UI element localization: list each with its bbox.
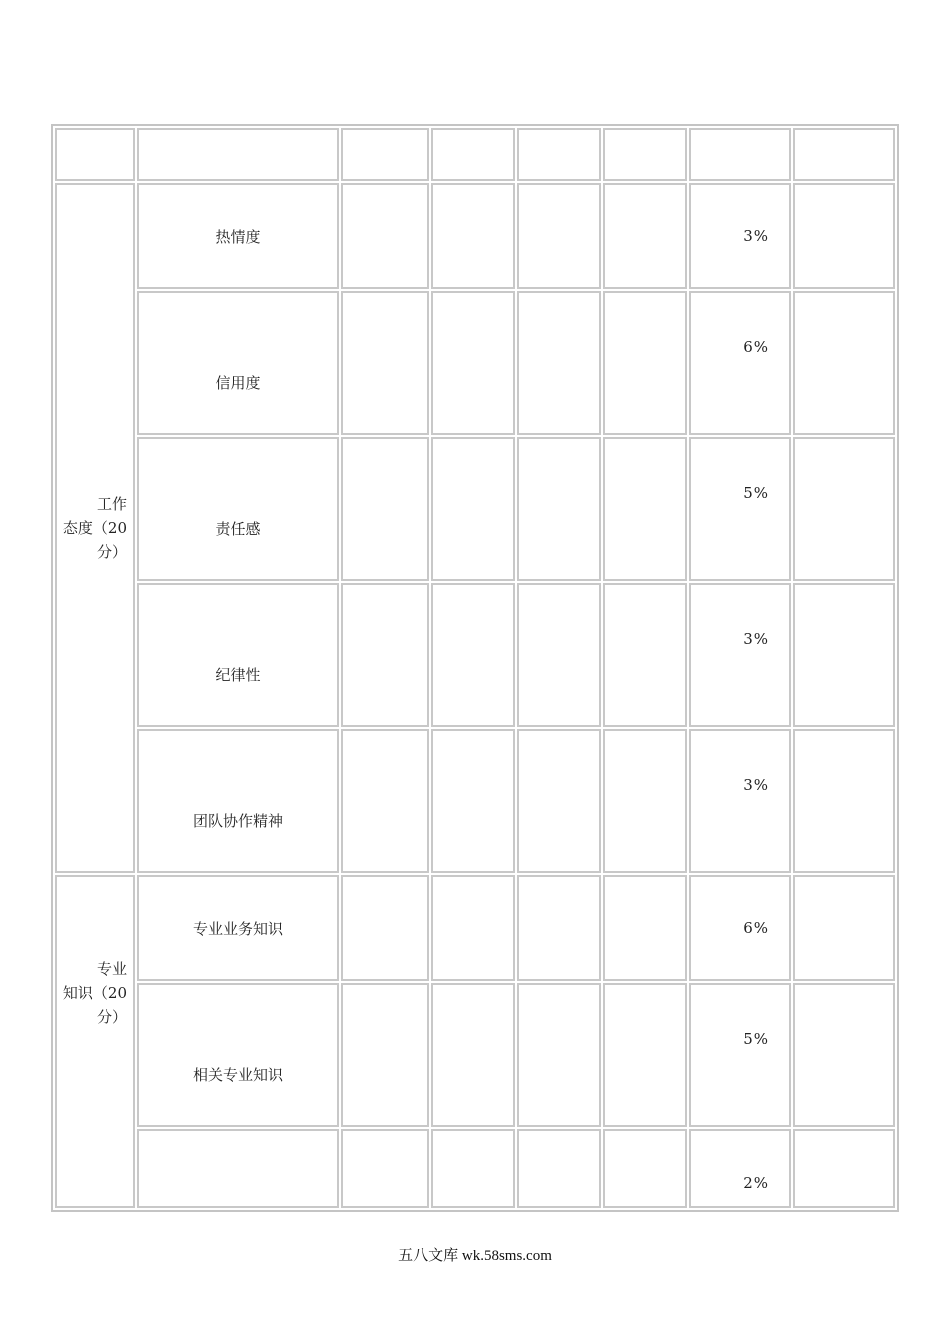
score-cell xyxy=(341,437,429,581)
score-cell xyxy=(341,875,429,981)
table-row xyxy=(55,583,895,727)
score-cell xyxy=(517,875,601,981)
score-cell xyxy=(603,291,687,435)
table-row xyxy=(55,729,895,873)
category-label-line: 专业 xyxy=(96,960,127,978)
score-cell xyxy=(517,1129,601,1208)
score-cell xyxy=(603,437,687,581)
score-cell xyxy=(603,983,687,1127)
score-cell xyxy=(341,583,429,727)
score-cell xyxy=(603,729,687,873)
score-cell xyxy=(603,583,687,727)
score-cell xyxy=(431,875,515,981)
category-label-line: 态度（20 xyxy=(62,519,127,537)
item-name-cell: 责任感 xyxy=(137,437,339,581)
score-cell xyxy=(341,983,429,1127)
score-cell xyxy=(431,583,515,727)
item-name-cell: 纪律性 xyxy=(137,583,339,727)
weight-cell: 5% xyxy=(689,437,791,581)
category-cell-work-attitude xyxy=(55,183,135,873)
category-label-line: 工作 xyxy=(96,495,127,513)
score-cell xyxy=(793,291,895,435)
item-name-cell: 热情度 xyxy=(137,183,339,289)
score-cell xyxy=(603,1129,687,1208)
score-cell xyxy=(431,437,515,581)
table-row xyxy=(55,183,895,289)
evaluation-table xyxy=(51,124,899,1212)
header-cell xyxy=(55,128,135,181)
score-cell xyxy=(793,583,895,727)
weight-cell: 6% xyxy=(689,291,791,435)
header-cell xyxy=(137,128,339,181)
score-cell xyxy=(793,729,895,873)
score-cell xyxy=(793,875,895,981)
header-cell xyxy=(689,128,791,181)
item-name-cell xyxy=(137,1129,339,1208)
category-cell-professional-knowledge xyxy=(55,875,135,1208)
weight-cell: 2% xyxy=(689,1129,791,1208)
table-row xyxy=(55,1129,895,1208)
score-cell xyxy=(431,183,515,289)
header-cell xyxy=(341,128,429,181)
category-label-line: 知识（20 xyxy=(62,984,127,1002)
score-cell xyxy=(793,183,895,289)
weight-cell: 6% xyxy=(689,875,791,981)
weight-cell: 3% xyxy=(689,729,791,873)
header-row xyxy=(55,128,895,181)
footer-watermark: 五八文库 wk.58sms.com xyxy=(398,1248,552,1264)
score-cell xyxy=(517,729,601,873)
score-cell xyxy=(517,291,601,435)
score-cell xyxy=(793,437,895,581)
header-cell xyxy=(517,128,601,181)
score-cell xyxy=(603,875,687,981)
score-cell xyxy=(431,291,515,435)
score-cell xyxy=(341,291,429,435)
table-row xyxy=(55,875,895,981)
table-row xyxy=(55,983,895,1127)
weight-cell: 3% xyxy=(689,183,791,289)
score-cell xyxy=(341,729,429,873)
category-label-line: 分） xyxy=(96,1008,127,1026)
table-row xyxy=(55,291,895,435)
score-cell xyxy=(431,983,515,1127)
item-name-cell: 相关专业知识 xyxy=(137,983,339,1127)
score-cell xyxy=(341,1129,429,1208)
score-cell xyxy=(517,983,601,1127)
item-name-cell: 团队协作精神 xyxy=(137,729,339,873)
header-cell xyxy=(603,128,687,181)
score-cell xyxy=(517,583,601,727)
weight-cell: 5% xyxy=(689,983,791,1127)
table-row xyxy=(55,437,895,581)
score-cell xyxy=(341,183,429,289)
category-label-line: 分） xyxy=(96,543,127,561)
header-cell xyxy=(793,128,895,181)
weight-cell: 3% xyxy=(689,583,791,727)
score-cell xyxy=(517,437,601,581)
score-cell xyxy=(793,1129,895,1208)
header-cell xyxy=(431,128,515,181)
score-cell xyxy=(793,983,895,1127)
score-cell xyxy=(517,183,601,289)
score-cell xyxy=(603,183,687,289)
item-name-cell: 信用度 xyxy=(137,291,339,435)
item-name-cell: 专业业务知识 xyxy=(137,875,339,981)
score-cell xyxy=(431,1129,515,1208)
score-cell xyxy=(431,729,515,873)
